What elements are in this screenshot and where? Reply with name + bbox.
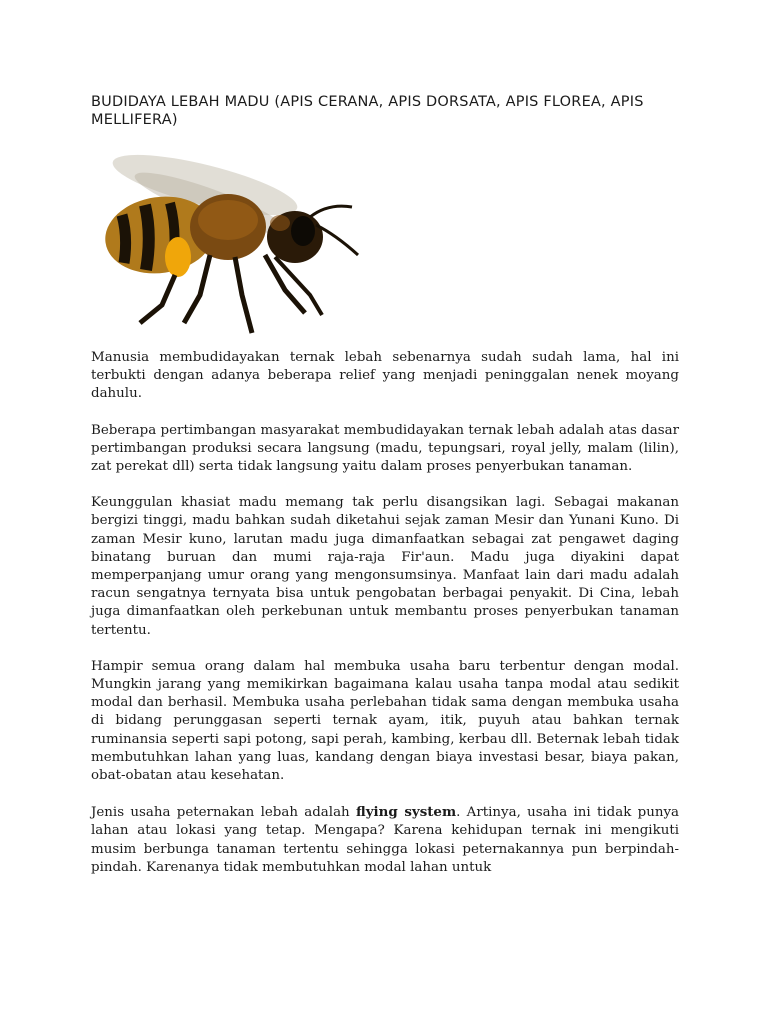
document-title: BUDIDAYA LEBAH MADU (APIS CERANA, APIS DORSATA, APIS FLOREA, APIS MELLIFERA) [91,94,644,128]
paragraph-flying-system [91,803,679,877]
text-run: . Artinya, usaha ini tidak punya lahan atau lokasi yang tetap. Mengapa? Karena kehidupan ternak ini mengikuti musim berbunga tanaman tertentu sehingga lokasi peternakannya pun berpindah-pindah. Karenanya tidak membutuhkan modal lahan untuk [91,805,679,875]
paragraph: Manusia membudidayakan ternak lebah sebenarnya sudah sudah lama, hal ini terbukti dengan adanya beberapa relief yang menjadi peninggalan nenek moyang dahulu. [91,350,679,402]
paragraph: Beberapa pertimbangan masyarakat membudidayakan ternak lebah adalah atas dasar pertimbangan produksi secara langsung (madu, tepungsari, royal jelly, malam (lilin), zat perekat dll) serta tidak langsung yaitu dalam proses penyerbukan tanaman. [91,422,679,475]
paragraph: Hampir semua orang dalam hal membuka usaha baru terbentur dengan modal. Mungkin jarang yang memikirkan bagaimana kalau usaha tanpa modal atau sedikit modal dan berhasil. Membuka usaha perlebahan tidak sama dengan membuka usaha di bidang perunggasan seperti ternak ayam, itik, puyuh atau bahkan ternak ruminansia seperti sapi potong, sapi perah, kambing, kerbau dll. Beternak lebah tidak membutuhkan lahan yang luas, kandang dengan biaya investasi besar, biaya pakan, obat-obatan atau kesehatan. [91,658,679,784]
paragraph: Keunggulan khasiat madu memang tak perlu disangsikan lagi. Sebagai makanan bergizi tinggi, madu bahkan sudah diketahui sejak zaman Mesir dan Yunani Kuno. Di zaman Mesir kuno, larutan madu juga dimanfaatkan sebagai zat pengawet daging binatang buruan dan mumi raja-raja Fir'aun. Madu juga diyakini dapat memperpanjang umur orang yang mengonsumsinya. Manfaat lain dari madu adalah racun sengatnya ternyata bisa untuk pengobatan berbagai penyakit. Di Cina, lebah juga dimanfaatkan oleh perkebunan untuk membantu proses penyerbukan tanaman tertentu. [91,495,679,638]
article-body [91,349,679,895]
honeybee-illustration [100,145,375,340]
text-run: Jenis usaha peternakan lebah adalah [91,805,356,821]
bold-term: flying system [355,804,457,821]
